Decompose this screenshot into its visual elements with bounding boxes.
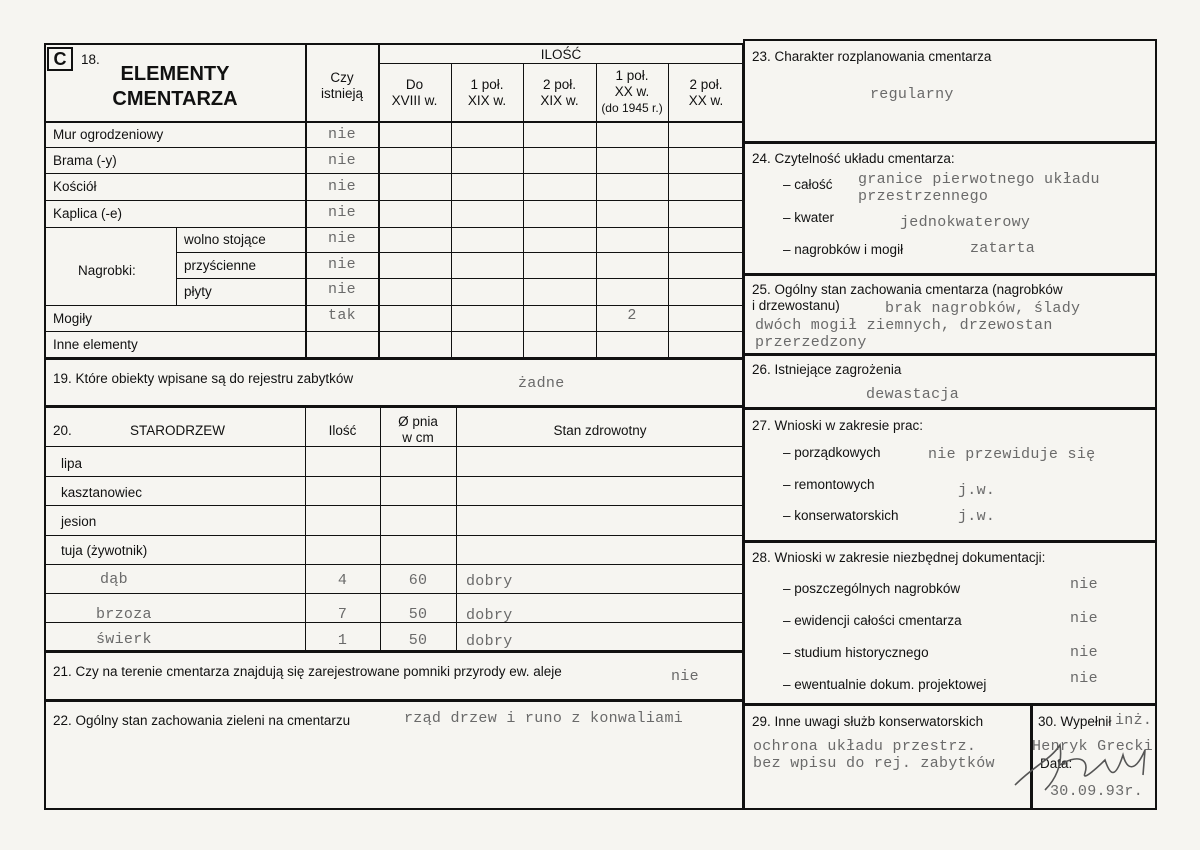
section-27-konserwatorskich-value: j.w. [958, 508, 996, 525]
col-header-exist-1: Czy [330, 70, 354, 85]
period-4-line3: (do 1945 r.) [601, 101, 663, 115]
row-label-kosciol: Kościół [53, 179, 97, 194]
section-30-date: 30.09.93r. [1050, 783, 1144, 800]
row-label-przyscienne: przyścienne [184, 258, 257, 273]
col-header-pien-1: Ø pnia [398, 414, 438, 429]
row-label-mogily: Mogiły [53, 311, 93, 326]
tree-label-jesion: jesion [61, 514, 97, 529]
section-27-remontowych-value: j.w. [958, 482, 996, 499]
section-24-calosc-value-2: przestrzennego [858, 188, 989, 205]
value-mogily-exist: tak [328, 307, 356, 324]
row-label-brama: Brama (-y) [53, 153, 117, 168]
row-label-wolno-stojace: wolno stojące [184, 232, 266, 247]
col-header-ilosc: ILOŚĆ [540, 47, 582, 62]
row-label-nagrobki: Nagrobki: [78, 263, 136, 278]
section-25-value-2: dwóch mogił ziemnych, drzewostan [755, 317, 1053, 334]
col-header-ilosc-trees: Ilość [328, 423, 357, 438]
period-1-line1: Do [405, 77, 424, 92]
tree-label-dab: dąb [100, 571, 128, 588]
section-22-label: 22. Ogólny stan zachowania zieleni na cmentarzu [53, 713, 351, 728]
value-przyscienne-exist: nie [328, 256, 356, 273]
section-28-projektowej-value: nie [1070, 670, 1098, 687]
period-4-line1: 1 poł. [615, 68, 649, 83]
section-26-label: 26. Istniejące zagrożenia [752, 362, 902, 377]
section-29-value-2: bez wpisu do rej. zabytków [753, 755, 995, 772]
value-mogily-count: 2 [627, 307, 637, 324]
section-25-value-3: przerzedzony [755, 334, 867, 351]
section-30-date-label: Data: [1040, 756, 1073, 771]
period-4-line2: XX w. [614, 84, 650, 99]
tree-label-kasztanowiec: kasztanowiec [61, 485, 143, 500]
section-27-porzadkowych-label: – porządkowych [783, 445, 881, 460]
section-28-projektowej-label: – ewentualnie dokum. projektowej [783, 677, 987, 692]
section-23-label: 23. Charakter rozplanowania cmentarza [752, 49, 992, 64]
tree-brzoza-ilosc: 7 [337, 606, 348, 623]
section-24-kwater-label: – kwater [783, 210, 835, 225]
value-plyty-exist: nie [328, 281, 356, 298]
handwritten-signature [1005, 735, 1175, 795]
tree-label-lipa: lipa [61, 456, 83, 471]
section-21-label: 21. Czy na terenie cmentarza znajdują się zarejestrowane pomniki przyrody ew. aleje [53, 664, 562, 679]
period-3-line1: 2 poł. [542, 77, 577, 92]
section-28-label: 28. Wnioski w zakresie niezbędnej dokumentacji: [752, 550, 1046, 565]
section-29-value-1: ochrona układu przestrz. [753, 738, 977, 755]
tree-label-swierk: świerk [96, 631, 152, 648]
section-29-label: 29. Inne uwagi służb konserwatorskich [752, 714, 984, 729]
section-28-nagrobkow-value: nie [1070, 576, 1098, 593]
section-25-label-1: 25. Ogólny stan zachowania cmentarza (nagrobków [752, 282, 1063, 297]
section-19-value: żadne [518, 375, 565, 392]
section-28-nagrobkow-label: – poszczególnych nagrobków [783, 581, 961, 596]
section-24-label: 24. Czytelność układu cmentarza: [752, 151, 955, 166]
section-21-value: nie [671, 668, 699, 685]
section-18-title-line2: CMENTARZA [112, 88, 238, 110]
row-label-kaplica: Kaplica (-e) [53, 206, 123, 221]
section-20-title: STARODRZEW [130, 423, 225, 438]
section-30-label: 30. Wypełnił [1038, 714, 1112, 729]
tree-label-brzoza: brzoza [96, 606, 152, 623]
tree-dab-stan: dobry [466, 573, 513, 590]
period-2-line2: XIX w. [467, 93, 507, 108]
section-24-calosc-value-1: granice pierwotnego układu [858, 171, 1100, 188]
row-label-inne: Inne elementy [53, 337, 138, 352]
section-28-ewidencji-label: – ewidencji całości cmentarza [783, 613, 962, 628]
section-20-number: 20. [53, 423, 72, 438]
section-30-name-1: inż. [1115, 712, 1153, 729]
section-22-value: rząd drzew i runo z konwaliami [404, 710, 684, 727]
tree-brzoza-stan: dobry [466, 607, 513, 624]
tree-label-tuja: tuja (żywotnik) [61, 543, 148, 558]
section-25-value-1: brak nagrobków, ślady [885, 300, 1081, 317]
value-kosciol-exist: nie [328, 178, 356, 195]
section-18-title-line1: ELEMENTY [120, 63, 230, 85]
period-1-line2: XVIII w. [391, 93, 438, 108]
tree-brzoza-pien: 50 [408, 606, 428, 623]
section-24-calosc-label: – całość [783, 177, 833, 192]
tree-swierk-stan: dobry [466, 633, 513, 650]
section-23-value: regularny [870, 86, 954, 103]
section-27-porzadkowych-value: nie przewiduje się [928, 446, 1096, 463]
section-27-konserwatorskich-label: – konserwatorskich [783, 508, 899, 523]
tree-swierk-ilosc: 1 [337, 632, 348, 649]
section-28-ewidencji-value: nie [1070, 610, 1098, 627]
value-mur-exist: nie [328, 126, 356, 143]
row-label-mur: Mur ogrodzeniowy [53, 127, 164, 142]
section-28-studium-value: nie [1070, 644, 1098, 661]
value-wolno-exist: nie [328, 230, 356, 247]
section-25-label-2: i drzewostanu) [752, 298, 840, 313]
period-5-line2: XX w. [688, 93, 724, 108]
section-24-nagrobkow-value: zatarta [970, 240, 1036, 257]
section-24-nagrobkow-label: – nagrobków i mogił [783, 242, 904, 257]
col-header-exist-2: istnieją [320, 86, 364, 101]
section-26-value: dewastacja [866, 386, 960, 403]
row-label-plyty: płyty [184, 284, 212, 299]
value-kaplica-exist: nie [328, 204, 356, 221]
tree-dab-pien: 60 [408, 572, 428, 589]
period-2-line1: 1 poł. [470, 77, 504, 92]
col-header-pien-2: w cm [402, 430, 434, 445]
section-27-label: 27. Wnioski w zakresie prac: [752, 418, 924, 433]
col-header-stan: Stan zdrowotny [553, 423, 647, 438]
period-5-line1: 2 poł. [689, 77, 723, 92]
tree-dab-ilosc: 4 [337, 572, 348, 589]
section-letter-box: C [47, 47, 73, 71]
section-24-kwater-value: jednokwaterowy [900, 214, 1031, 231]
section-19-label: 19. Które obiekty wpisane są do rejestru zabytków [53, 371, 354, 386]
section-28-studium-label: – studium historycznego [783, 645, 929, 660]
section-18-number: 18. [81, 52, 100, 67]
section-30-name-2: Henryk Grecki [1032, 738, 1153, 755]
tree-swierk-pien: 50 [408, 632, 428, 649]
value-brama-exist: nie [328, 152, 356, 169]
period-3-line2: XIX w. [540, 93, 579, 108]
section-27-remontowych-label: – remontowych [783, 477, 875, 492]
